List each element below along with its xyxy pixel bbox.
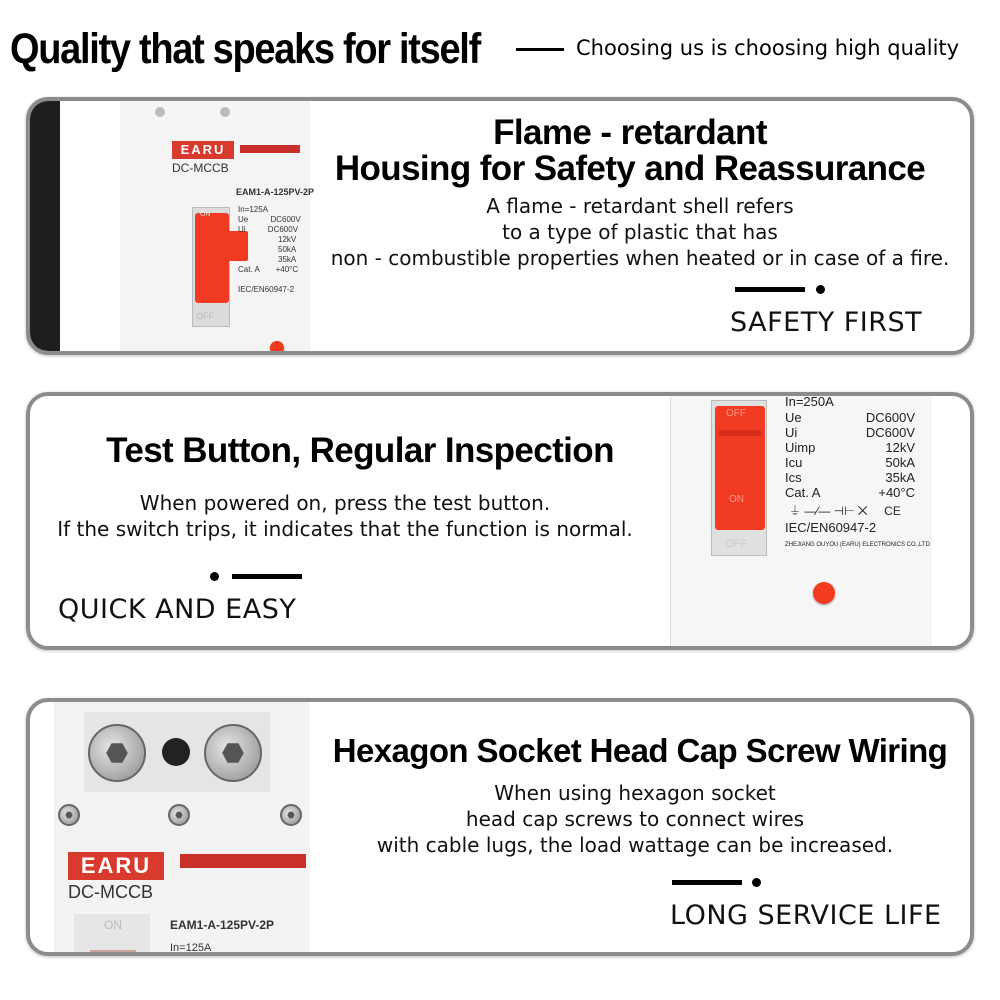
spec-value: 35kA xyxy=(885,470,915,485)
title-divider xyxy=(516,48,564,51)
spec-line: 12kV xyxy=(278,235,297,244)
body-line: When powered on, press the test button. xyxy=(139,491,551,515)
brand-logo: EARU xyxy=(68,852,164,880)
rating-label: In=125A xyxy=(170,942,212,954)
spec-line: 50kA xyxy=(278,245,297,254)
lever-edge xyxy=(90,950,136,956)
rating-label: In=250A xyxy=(785,394,834,409)
brand-logo: EARU xyxy=(172,141,234,159)
panel-tag: QUICK AND EASY xyxy=(58,594,297,625)
spec-value: +40°C xyxy=(878,485,915,500)
panel-title-line2: Housing for Safety and Reassurance xyxy=(334,149,926,188)
hex-screw-icon xyxy=(204,724,262,782)
spec-line: +40°C xyxy=(275,265,299,274)
test-button-icon xyxy=(813,582,835,604)
screw-icon xyxy=(58,804,80,826)
screw-icon xyxy=(280,804,302,826)
breaker-image xyxy=(120,101,315,355)
page-title: Quality that speaks for itself xyxy=(10,26,480,74)
tag-bar xyxy=(672,880,742,885)
page-subtitle: Choosing us is choosing high quality xyxy=(576,36,960,60)
lever-on-label: ON xyxy=(104,918,122,932)
breaker-type-label: DC-MCCB xyxy=(68,882,153,902)
spec-row xyxy=(785,470,915,485)
breaker-type-label: DC-MCCB xyxy=(172,161,229,175)
tag-dot xyxy=(752,878,761,887)
panel-tag: SAFETY FIRST xyxy=(730,307,923,338)
spec-value: 50kA xyxy=(885,455,915,470)
tag-dot xyxy=(210,572,219,581)
spec-label: Uimp xyxy=(785,440,816,455)
body-line: When using hexagon socket xyxy=(494,781,776,805)
spec-line: IEC/EN60947-2 xyxy=(238,285,295,294)
spec-table xyxy=(785,410,915,500)
spec-value: 12kV xyxy=(885,440,915,455)
manufacturer-label: ZHEJIANG OUYOU (EARU) ELECTRONICS CO.,LTD xyxy=(785,542,930,548)
breaker-model-label: EAM1-A-125PV-2P xyxy=(236,187,315,197)
lever-off-top-label: OFF xyxy=(726,408,746,419)
spec-line: Cat. A xyxy=(238,265,260,274)
hex-screw-icon xyxy=(88,724,146,782)
spec-line: 35kA xyxy=(278,255,297,264)
brand-stripe xyxy=(240,145,300,153)
terminal-hole-icon xyxy=(162,738,190,766)
spec-label: Cat. A xyxy=(785,485,821,500)
lever-off-label: OFF xyxy=(196,311,214,321)
spec-row xyxy=(785,455,915,470)
test-button-icon xyxy=(270,341,284,355)
spec-label: Icu xyxy=(785,455,803,470)
breaker-lever xyxy=(715,406,765,530)
spec-row xyxy=(785,440,915,455)
panel-tag: LONG SERVICE LIFE xyxy=(670,900,942,931)
body-line: If the switch trips, it indicates that the function is normal. xyxy=(57,517,633,541)
body-line: to a type of plastic that has xyxy=(502,220,778,244)
spec-line: Ue xyxy=(238,215,249,224)
breaker-image xyxy=(670,396,932,646)
body-line: with cable lugs, the load wattage can be increased. xyxy=(376,833,894,857)
spec-value: DC600V xyxy=(865,425,915,440)
spec-line: In=125A xyxy=(238,205,269,214)
lever-on-label: ON xyxy=(200,211,211,218)
spec-row xyxy=(785,485,915,500)
mount-hole-icon xyxy=(220,107,230,117)
tag-dot xyxy=(816,285,825,294)
certification-marks-icon: ⏚ —⁄— ⊣⊢ ⨉ CE xyxy=(789,504,901,518)
feature-panel-flame-retardant xyxy=(26,97,974,355)
spec-value: DC600V xyxy=(865,410,915,425)
panel-body xyxy=(310,193,970,271)
panel-title-line1: Flame - retardant xyxy=(493,113,767,152)
header xyxy=(0,20,1000,80)
spec-line: DC600V xyxy=(270,215,301,224)
screw-icon xyxy=(168,804,190,826)
breaker-side-edge xyxy=(30,101,60,355)
panel-title: Hexagon Socket Head Cap Screw Wiring xyxy=(332,732,948,769)
spec-label: Ue xyxy=(785,410,802,425)
feature-panel-hex-screw xyxy=(26,698,974,956)
lever-off-label: OFF xyxy=(725,538,747,550)
spec-line: DC600V xyxy=(267,225,299,234)
spec-label: Ics xyxy=(785,470,802,485)
panel-title: Test Button, Regular Inspection xyxy=(106,431,614,470)
body-line: non - combustible properties when heated or in case of a fire. xyxy=(330,246,950,270)
tag-bar xyxy=(735,287,805,292)
spec-label: Ui xyxy=(785,425,798,440)
lever-ridge xyxy=(719,430,761,436)
body-line: head cap screws to connect wires xyxy=(465,807,805,831)
mount-hole-icon xyxy=(155,107,165,117)
spec-row xyxy=(785,425,915,440)
spec-line: Ui xyxy=(238,225,246,234)
tag-bar xyxy=(232,574,302,579)
feature-panel-test-button xyxy=(26,392,974,650)
body-line: A flame - retardant shell refers xyxy=(486,194,794,218)
lever-on-label: ON xyxy=(729,494,744,505)
standard-label: IEC/EN60947-2 xyxy=(785,520,877,535)
spec-row xyxy=(785,410,915,425)
breaker-image xyxy=(54,702,310,956)
panel-body xyxy=(30,490,660,542)
breaker-model-label: EAM1-A-125PV-2P xyxy=(170,918,275,932)
brand-stripe xyxy=(180,854,306,868)
panel-body xyxy=(330,780,940,858)
